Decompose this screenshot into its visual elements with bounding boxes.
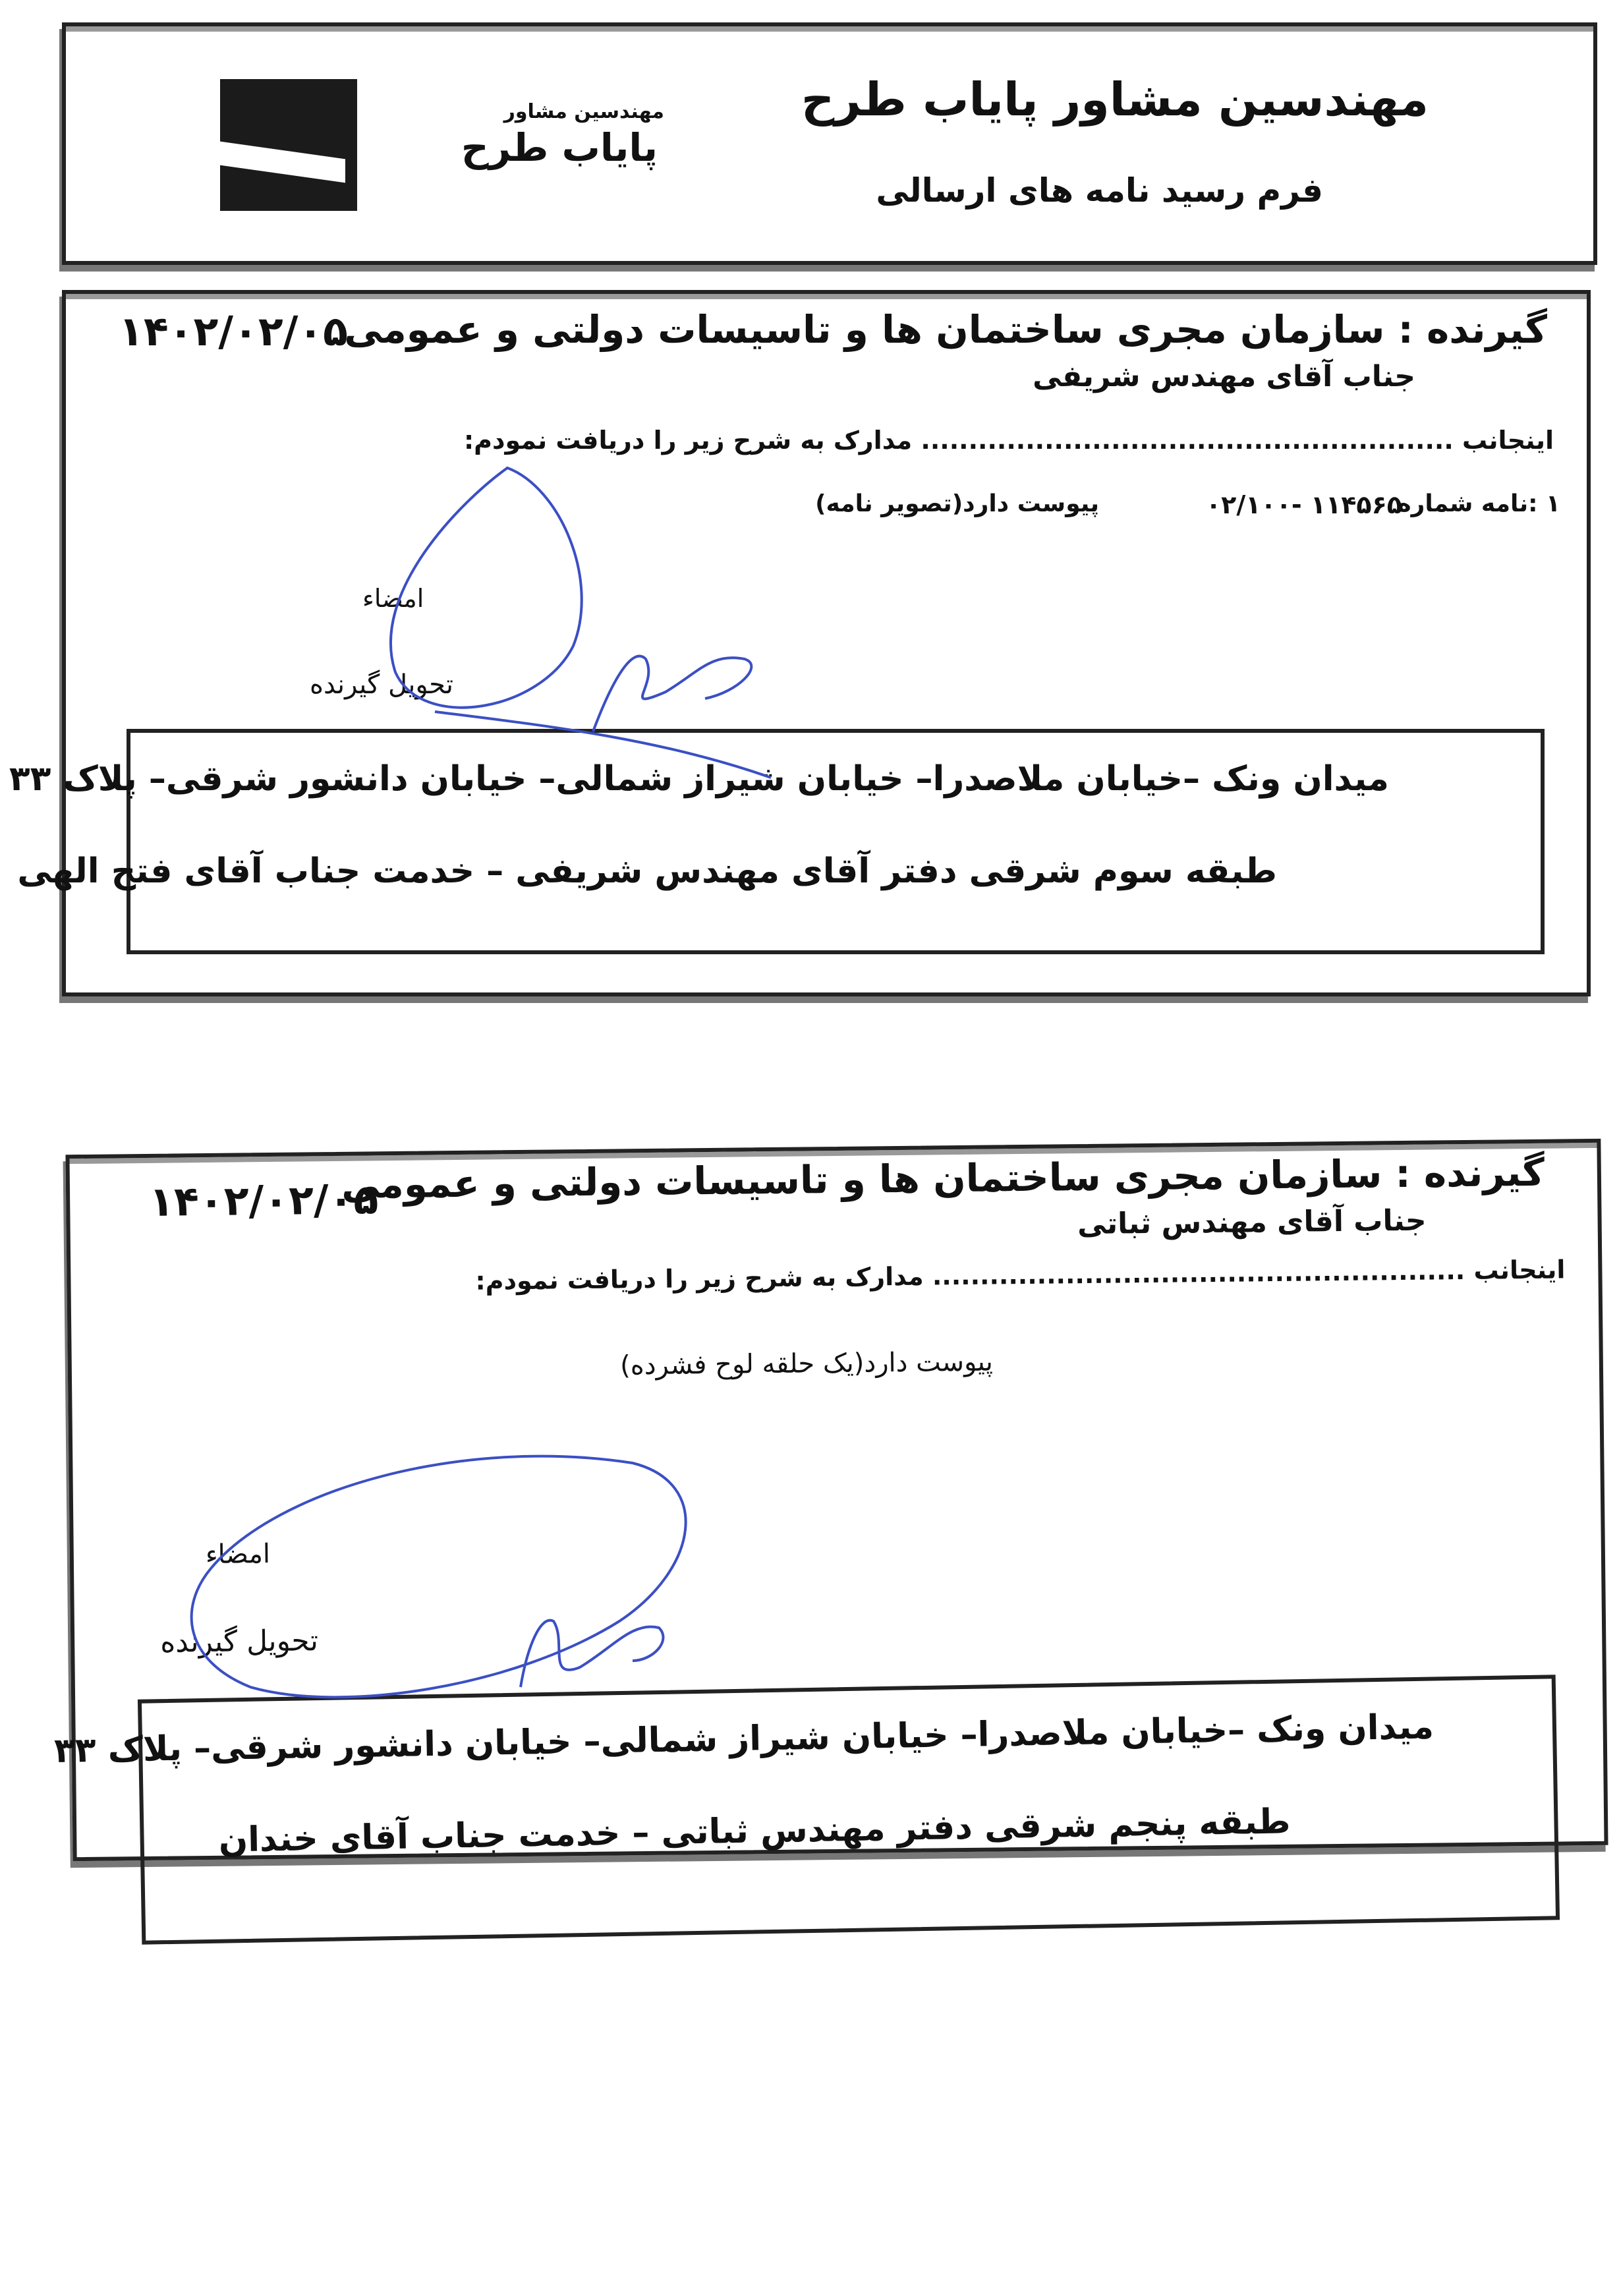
logo-text-small: مهندسین مشاور xyxy=(503,100,664,123)
signature-label: امضاء xyxy=(205,1539,271,1570)
attachment: پیوست دارد(تصویر نامه) xyxy=(815,490,1099,517)
receiver-label: تحویل گیرنده xyxy=(159,1624,319,1659)
address-line-2: طبقه سوم شرقی دفتر آقای مهندس شریفی – خدمت جناب آقای فتح الهی xyxy=(17,851,1277,891)
receiver-label: تحویل گیرنده xyxy=(310,670,454,700)
receipt-date: ۱۴۰۲/۰۲/۰۵ xyxy=(119,307,349,355)
form-title: فرم رسید نامه های ارسالی xyxy=(876,171,1323,210)
header-box xyxy=(62,22,1597,265)
item-number: ۱۱۴۵۶۵ -۰۲/۱۰۰ xyxy=(1205,490,1402,519)
signature-label: امضاء xyxy=(362,584,424,613)
recipient: گیرنده : سازمان مجری ساختمان ها و تاسیسات دولتی و عمومی xyxy=(341,1149,1545,1207)
company-logo xyxy=(220,79,357,211)
logo-text-large: پایاب طرح xyxy=(461,125,658,170)
item-label: ۱ :نامه شماره xyxy=(1397,490,1560,517)
address-box-2 xyxy=(53,1675,1560,1945)
logo-mark-icon xyxy=(220,142,345,183)
attention: جناب آقای مهندس ثباتی xyxy=(1077,1203,1427,1242)
statement: اینجانب ........................................................ مدارک به شرح زیر را دریافت نمودم: xyxy=(475,1255,1566,1296)
address-box-1 xyxy=(9,729,1545,954)
attachment: پیوست دارد(یک حلقه لوح فشرده) xyxy=(619,1346,994,1381)
attention: جناب آقای مهندس شریفی xyxy=(1033,360,1415,393)
address-line-2: طبقه پنجم شرقی دفتر مهندس ثباتی – خدمت جناب آقای خندان xyxy=(218,1802,1291,1860)
receipt-date: ۱۴۰۲/۰۲/۰۵ xyxy=(148,1175,379,1226)
statement: اینجانب ........................................................ مدارک به شرح زیر را دریافت نمودم: xyxy=(463,426,1554,455)
recipient: گیرنده : سازمان مجری ساختمان ها و تاسیسات دولتی و عمومی xyxy=(344,307,1547,352)
address-line-1: میدان ونک –خیابان ملاصدرا– خیابان شیراز شمالی– خیابان دانشور شرقی– پلاک ۳۳ xyxy=(53,1707,1434,1771)
company-title: مهندسین مشاور پایاب طرح xyxy=(801,72,1429,127)
address-line-1: میدان ونک –خیابان ملاصدرا– خیابان شیراز شمالی– خیابان دانشور شرقی– پلاک ۳۳ xyxy=(9,759,1389,799)
